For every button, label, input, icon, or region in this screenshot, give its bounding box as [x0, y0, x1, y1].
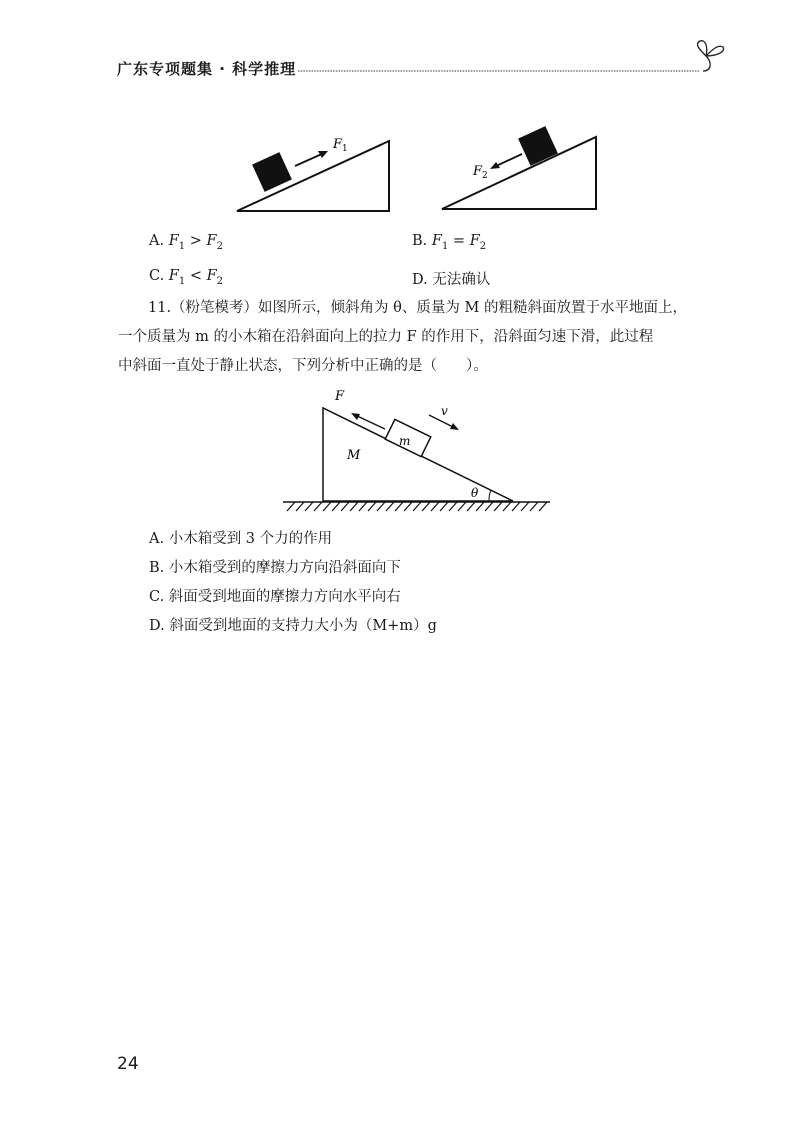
label-v: v: [441, 404, 448, 418]
arrow-F: [355, 415, 385, 429]
hatch-mark: [287, 502, 295, 511]
hatch-mark: [521, 502, 529, 511]
q11-line-2: 一个质量为 m 的小木箱在沿斜面向上的拉力 F 的作用下，沿斜面匀速下滑，此过程: [118, 329, 654, 345]
label-f1: $F_1$: [333, 137, 348, 154]
hatch-mark: [314, 502, 322, 511]
incline-right: [442, 137, 596, 209]
sprout-icon: [698, 41, 724, 71]
arrow-F-head: [351, 413, 360, 420]
hatch-mark: [503, 502, 511, 511]
q11-option-d[interactable]: D. 斜面受到地面的支持力大小为（M+m）g: [149, 618, 437, 634]
hatch-mark: [386, 502, 394, 511]
hatch-mark: [440, 502, 448, 511]
hatch-mark: [332, 502, 340, 511]
page-number: 24: [117, 1054, 139, 1074]
hatch-mark: [467, 502, 475, 511]
q10-option-d[interactable]: D. 无法确认: [412, 272, 491, 288]
label-m: m: [399, 434, 411, 448]
block-right: [518, 126, 558, 166]
header-title: 广东专项题集 · 科学推理: [117, 60, 297, 78]
q11-option-c[interactable]: C. 斜面受到地面的摩擦力方向水平向右: [149, 589, 401, 605]
label-f2: $F_2$: [473, 164, 488, 181]
q11-line-3: 中斜面一直处于静止状态，下列分析中正确的是（ ）。: [118, 358, 488, 374]
figure-inclines: [225, 120, 615, 220]
label-M: M: [347, 448, 361, 463]
hatch-mark: [530, 502, 538, 511]
hatch-mark: [422, 502, 430, 511]
hatch-mark: [377, 502, 385, 511]
arrow-v-head: [450, 423, 459, 430]
hatch-mark: [296, 502, 304, 511]
hatch-mark: [476, 502, 484, 511]
hatch-mark: [404, 502, 412, 511]
q10-option-c[interactable]: C. $F_1 < F_2$: [149, 268, 224, 287]
q11-option-a[interactable]: A. 小木箱受到 3 个力的作用: [149, 531, 333, 547]
q10-option-b[interactable]: B. $F_1 = F_2$: [412, 233, 487, 252]
figure-incline-block: [275, 385, 565, 520]
hatch-mark: [395, 502, 403, 511]
q10-option-a[interactable]: A. $F_1 > F_2$: [149, 233, 223, 252]
hatch-mark: [359, 502, 367, 511]
hatch-mark: [341, 502, 349, 511]
arrow-f1: [295, 153, 324, 166]
hatch-mark: [485, 502, 493, 511]
q11-line-1: 11.（粉笔模考）如图所示，倾斜角为 θ、质量为 M 的粗糙斜面放置于水平地面上，: [148, 300, 687, 316]
arrow-f2: [494, 154, 522, 167]
hatch-mark: [458, 502, 466, 511]
ground-hatching: [287, 502, 547, 511]
label-F: F: [335, 389, 345, 404]
q11-option-b[interactable]: B. 小木箱受到的摩擦力方向沿斜面向下: [149, 560, 401, 576]
angle-arc: [489, 490, 491, 501]
hatch-mark: [368, 502, 376, 511]
hatch-mark: [431, 502, 439, 511]
hatch-mark: [323, 502, 331, 511]
hatch-mark: [305, 502, 313, 511]
hatch-mark: [539, 502, 547, 511]
label-theta: θ: [471, 486, 479, 500]
hatch-mark: [494, 502, 502, 511]
hatch-mark: [350, 502, 358, 511]
hatch-mark: [512, 502, 520, 511]
block-left: [252, 152, 292, 192]
hatch-mark: [449, 502, 457, 511]
header-decoration: [0, 0, 800, 100]
hatch-mark: [413, 502, 421, 511]
